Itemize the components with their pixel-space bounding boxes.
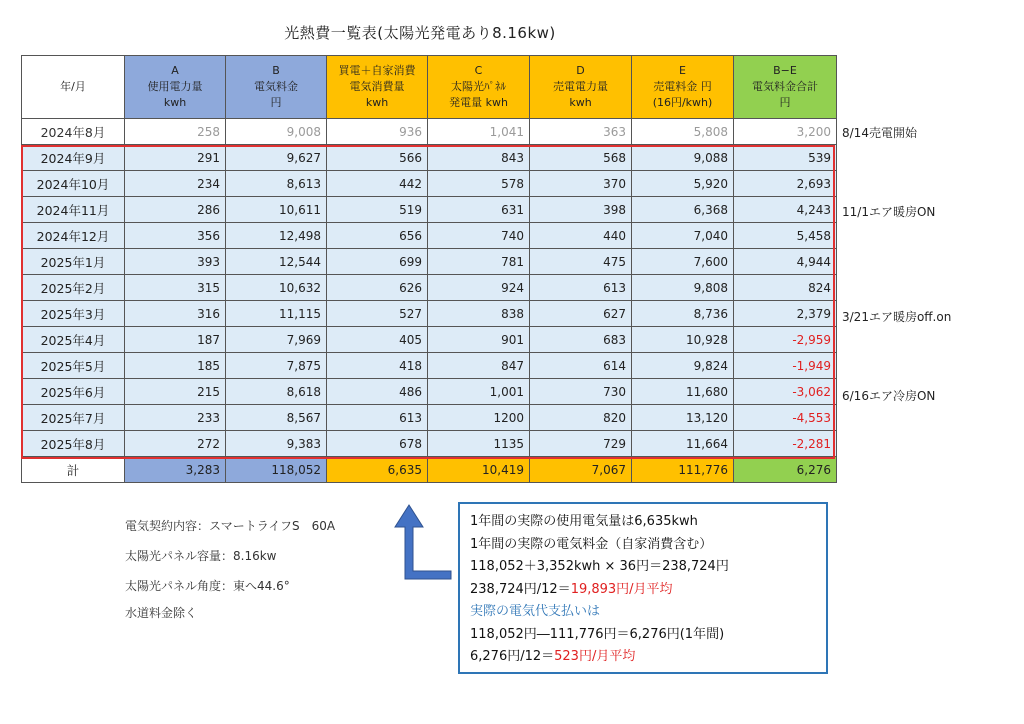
cell-b: 11,115 <box>226 301 327 327</box>
cell-b: 8,567 <box>226 405 327 431</box>
cell-e: 9,824 <box>632 353 734 379</box>
row-note: 11/1エア暖房ON <box>842 204 936 219</box>
table-row <box>22 197 837 223</box>
cell-self: 936 <box>327 119 428 145</box>
cell-e: 6,368 <box>632 197 734 223</box>
cell-c: 843 <box>428 145 530 171</box>
page-title: 光熱費一覧表(太陽光発電あり8.16kw) <box>284 24 556 42</box>
cell-a: 233 <box>125 405 226 431</box>
cell-self: 613 <box>327 405 428 431</box>
total-e: 111,776 <box>632 457 734 483</box>
cell-e: 10,928 <box>632 327 734 353</box>
header-self-consumption: 買電＋自家消費 電気消費量 kwh <box>327 56 428 119</box>
cell-b: 9,008 <box>226 119 327 145</box>
summary-cost-calc: 118,052＋3,352kwh × 36円＝238,724円 <box>470 559 729 574</box>
header-b-minus-e: B−E 電気料金合計 円 <box>734 56 837 119</box>
row-note: 3/21エア暖房off.on <box>842 310 952 325</box>
cell-d: 683 <box>530 327 632 353</box>
cell-self: 678 <box>327 431 428 457</box>
cell-a: 316 <box>125 301 226 327</box>
cell-a: 286 <box>125 197 226 223</box>
cell-c: 1,001 <box>428 379 530 405</box>
total-a: 3,283 <box>125 457 226 483</box>
month-cell: 2025年6月 <box>22 379 125 405</box>
cell-e: 13,120 <box>632 405 734 431</box>
month-cell: 2025年7月 <box>22 405 125 431</box>
month-cell: 2024年11月 <box>22 197 125 223</box>
month-cell: 2025年3月 <box>22 301 125 327</box>
cell-d: 475 <box>530 249 632 275</box>
cell-b: 8,618 <box>226 379 327 405</box>
water-excluded-info: 水道料金除く <box>125 606 198 620</box>
cell-e: 11,664 <box>632 431 734 457</box>
cell-b: 8,613 <box>226 171 327 197</box>
cell-self: 699 <box>327 249 428 275</box>
month-cell: 2024年12月 <box>22 223 125 249</box>
total-c: 10,419 <box>428 457 530 483</box>
table-row <box>22 275 837 301</box>
total-be: 6,276 <box>734 457 837 483</box>
cell-c: 1135 <box>428 431 530 457</box>
table-row <box>22 405 837 431</box>
cell-self: 626 <box>327 275 428 301</box>
cell-b: 12,498 <box>226 223 327 249</box>
cell-e: 9,808 <box>632 275 734 301</box>
cell-self: 486 <box>327 379 428 405</box>
cell-b: 9,383 <box>226 431 327 457</box>
summary-cost-heading: 1年間の実際の電気料金（自家消費含む） <box>470 536 713 552</box>
monthly-payment-value: 523円/月平均 <box>554 649 636 664</box>
table-row <box>22 379 837 405</box>
table-row <box>22 249 837 275</box>
cell-a: 393 <box>125 249 226 275</box>
cell-self: 442 <box>327 171 428 197</box>
cell-self: 527 <box>327 301 428 327</box>
cell-b: 12,544 <box>226 249 327 275</box>
cell-c: 631 <box>428 197 530 223</box>
cell-d: 614 <box>530 353 632 379</box>
cell-a: 187 <box>125 327 226 353</box>
cell-d: 363 <box>530 119 632 145</box>
cell-a: 272 <box>125 431 226 457</box>
cell-c: 838 <box>428 301 530 327</box>
summary-monthly-cost: 238,724円/12＝19,893円/月平均 <box>470 581 673 597</box>
cell-be: -4,553 <box>734 405 837 431</box>
cell-b: 7,875 <box>226 353 327 379</box>
month-cell: 2025年8月 <box>22 431 125 457</box>
cell-a: 356 <box>125 223 226 249</box>
table-row <box>22 327 837 353</box>
month-cell: 2024年9月 <box>22 145 125 171</box>
cell-e: 9,088 <box>632 145 734 171</box>
header-b: B 電気料金 円 <box>226 56 327 119</box>
row-note: 6/16エア冷房ON <box>842 389 936 403</box>
total-self: 6,635 <box>327 457 428 483</box>
header-c: C 太陽光ﾊﾟﾈﾙ 発電量 kwh <box>428 56 530 119</box>
cell-be: -2,281 <box>734 431 837 457</box>
cell-c: 781 <box>428 249 530 275</box>
total-d: 7,067 <box>530 457 632 483</box>
total-row <box>22 457 837 483</box>
cell-c: 1,041 <box>428 119 530 145</box>
cell-d: 370 <box>530 171 632 197</box>
panel-capacity-info: 太陽光パネル容量：8.16kw <box>125 549 277 563</box>
cell-c: 578 <box>428 171 530 197</box>
total-label: 計 <box>22 457 125 483</box>
cell-be: 2,379 <box>734 301 837 327</box>
table-row <box>22 119 837 145</box>
summary-box <box>458 502 828 674</box>
header-month: 年/月 <box>22 56 125 119</box>
up-arrow-icon <box>393 503 453 583</box>
cell-be: -3,062 <box>734 379 837 405</box>
monthly-average-value: 19,893円/月平均 <box>570 581 673 597</box>
header-row <box>22 56 837 119</box>
utility-cost-table <box>21 55 837 483</box>
cell-a: 315 <box>125 275 226 301</box>
cell-e: 11,680 <box>632 379 734 405</box>
header-e: E 売電料金 円 (16円/kwh) <box>632 56 734 119</box>
cell-c: 1200 <box>428 405 530 431</box>
cell-be: -1,949 <box>734 353 837 379</box>
cell-a: 185 <box>125 353 226 379</box>
month-cell: 2024年10月 <box>22 171 125 197</box>
table-body <box>22 119 837 483</box>
cell-be: 4,243 <box>734 197 837 223</box>
cell-c: 740 <box>428 223 530 249</box>
cell-e: 5,920 <box>632 171 734 197</box>
cell-be: 539 <box>734 145 837 171</box>
summary-monthly-payment: 6,276円/12＝523円/月平均 <box>470 649 636 664</box>
cell-d: 820 <box>530 405 632 431</box>
cell-a: 215 <box>125 379 226 405</box>
cell-be: -2,959 <box>734 327 837 353</box>
summary-usage: 1年間の実際の使用電気量は6,635kwh <box>470 514 698 529</box>
table-row <box>22 145 837 171</box>
cell-d: 627 <box>530 301 632 327</box>
month-cell: 2024年8月 <box>22 119 125 145</box>
contract-info: 電気契約内容：スマートライフS 60A <box>125 519 336 533</box>
cell-be: 2,693 <box>734 171 837 197</box>
cell-b: 10,611 <box>226 197 327 223</box>
summary-payment-calc: 118,052円―111,776円＝6,276円(1年間) <box>470 626 725 642</box>
cell-e: 7,040 <box>632 223 734 249</box>
cell-b: 7,969 <box>226 327 327 353</box>
cell-e: 5,808 <box>632 119 734 145</box>
month-cell: 2025年5月 <box>22 353 125 379</box>
cell-self: 418 <box>327 353 428 379</box>
cell-d: 613 <box>530 275 632 301</box>
cell-be: 5,458 <box>734 223 837 249</box>
cell-b: 9,627 <box>226 145 327 171</box>
cell-d: 730 <box>530 379 632 405</box>
cell-be: 4,944 <box>734 249 837 275</box>
cell-self: 405 <box>327 327 428 353</box>
summary-payment-heading: 実際の電気代支払いは <box>470 604 601 619</box>
total-b: 118,052 <box>226 457 327 483</box>
table-row <box>22 353 837 379</box>
table-row <box>22 223 837 249</box>
cell-d: 440 <box>530 223 632 249</box>
cell-be: 3,200 <box>734 119 837 145</box>
cell-self: 656 <box>327 223 428 249</box>
cell-a: 258 <box>125 119 226 145</box>
table-row <box>22 301 837 327</box>
cell-self: 519 <box>327 197 428 223</box>
cell-c: 901 <box>428 327 530 353</box>
cell-b: 10,632 <box>226 275 327 301</box>
panel-angle-info: 太陽光パネル角度：東へ44.6° <box>125 579 290 593</box>
cell-c: 924 <box>428 275 530 301</box>
month-cell: 2025年4月 <box>22 327 125 353</box>
cell-a: 234 <box>125 171 226 197</box>
cell-c: 847 <box>428 353 530 379</box>
cell-e: 8,736 <box>632 301 734 327</box>
cell-e: 7,600 <box>632 249 734 275</box>
header-a: A 使用電力量 kwh <box>125 56 226 119</box>
cell-self: 566 <box>327 145 428 171</box>
row-note: 8/14売電開始 <box>842 126 917 140</box>
cell-d: 568 <box>530 145 632 171</box>
table-row <box>22 431 837 457</box>
table-row <box>22 171 837 197</box>
cell-d: 729 <box>530 431 632 457</box>
header-d: D 売電電力量 kwh <box>530 56 632 119</box>
month-cell: 2025年1月 <box>22 249 125 275</box>
cell-be: 824 <box>734 275 837 301</box>
month-cell: 2025年2月 <box>22 275 125 301</box>
cell-a: 291 <box>125 145 226 171</box>
cell-d: 398 <box>530 197 632 223</box>
